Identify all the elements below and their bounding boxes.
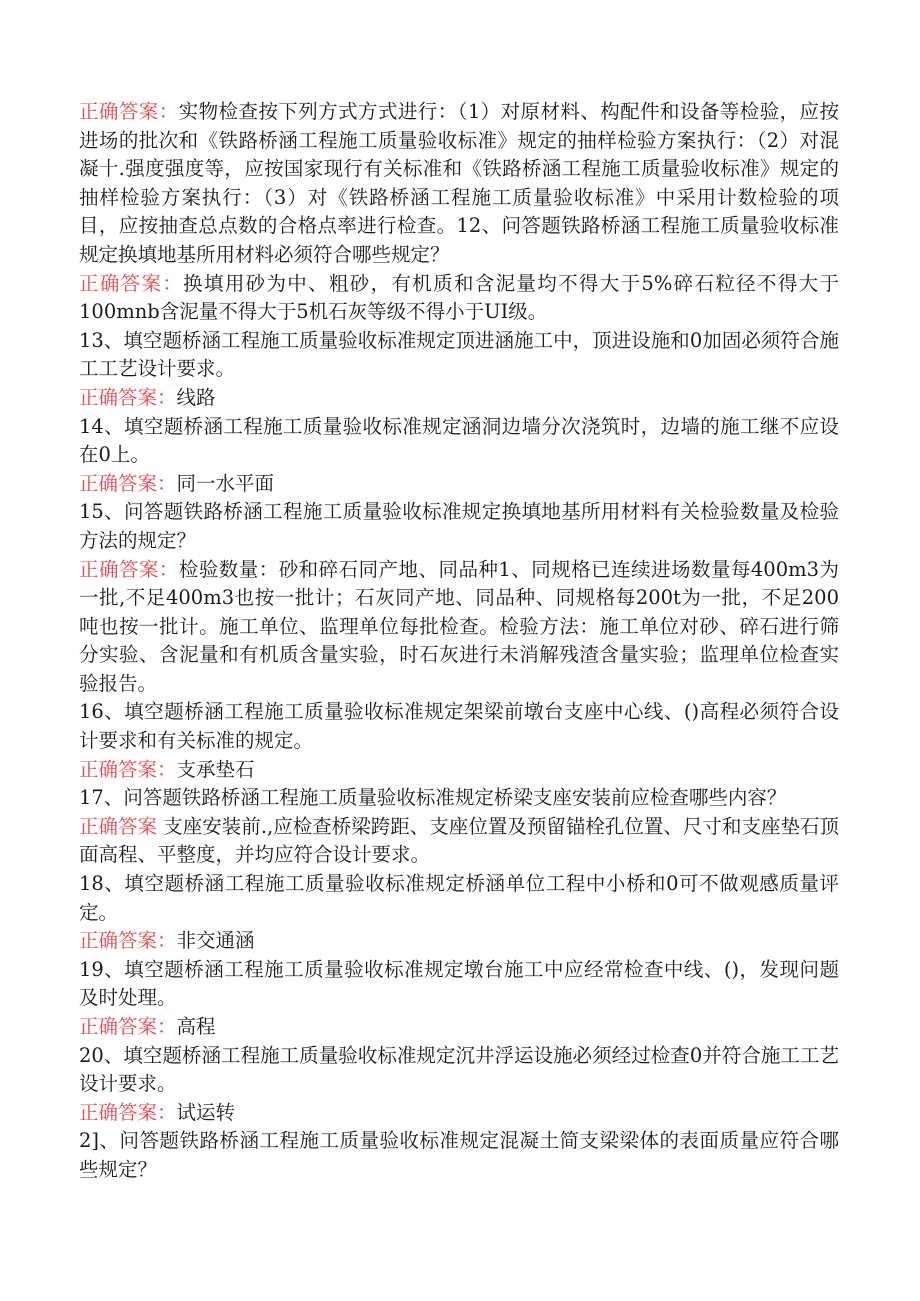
- answer-text: 检验数量：砂和碎石同产地、同品种1、同规格已连续进场数量每400m3为一批,不足400m3也按一批计；石灰同产地、同品种、同规格每200t为一批，不足200吨也按一批计。施工单位、监理单位每批检查。检验方法：施工单位对砂、碎石进行筛分实验、含泥量和有机质含量实验，时石灰进行未消解残渣含量实验；监理单位检查实验报告。: [79, 557, 839, 695]
- answer-text: 高程: [176, 1015, 216, 1038]
- answer-paragraph: [79, 927, 839, 956]
- answer-label: 正确答案：: [79, 271, 184, 295]
- answer-paragraph: [79, 470, 839, 499]
- answer-text: 实物检查按下列方式方式进行：（1）对原材料、构配件和设备等检验，应按进场的批次和《铁路桥涵工程施工质量验收标准》规定的抽样检验方案执行：（2）对混凝十.强度强度等，应按国家现行有关标准和《铁路桥涵工程施工质量验收标准》规定的抽样检验方案执行：（3）对《铁路桥涵工程施工质量验收标准》中采用计数检验的项目，应按抽查总点数的合格点率进行检查。12、问答题铁路桥涵工程施工质量验收标准规定换填地基所用材料必须符合哪些规定？: [79, 100, 839, 266]
- answer-text: 同一水平面: [176, 471, 275, 495]
- question-paragraph: 20、填空题桥涵工程施工质量验收标准规定沉井浮运设施必须经过检查0并符合施工工艺设计要求。: [79, 1043, 839, 1096]
- answer-paragraph: [79, 813, 839, 870]
- question-paragraph: 14、填空题桥涵工程施工质量验收标准规定涵洞边墙分次浇筑时，边墙的施工继不应设在0上。: [79, 414, 839, 467]
- answer-label: 正确答案：: [79, 100, 179, 123]
- answer-label: 正确答案：: [79, 1100, 177, 1124]
- question-paragraph: 2]、问答题铁路桥涵工程施工质量验收标准规定混凝土简支梁梁体的表面质量应符合哪些规定？: [79, 1129, 839, 1181]
- answer-label: 正确答案: [79, 814, 158, 838]
- question-paragraph: 17、问答题铁路桥涵工程施工质量验收标准规定桥梁支座安装前应检查哪些内容？: [79, 786, 787, 810]
- answer-label: 正确答案：: [79, 1015, 177, 1038]
- answer-text: 支座安装前.,应检查桥梁跨距、支座位置及预留锚栓孔位置、尺寸和支座垫石顶面高程、平整度，并均应符合设计要求。: [79, 814, 839, 867]
- answer-label: 正确答案：: [79, 929, 177, 953]
- answer-paragraph: [79, 270, 839, 327]
- answer-text: 支承垫石: [176, 757, 255, 781]
- question-paragraph: 19、填空题桥涵工程施工质量验收标准规定墩台施工中应经常检查中线、()，发现问题及时处理。: [79, 957, 839, 1010]
- question-paragraph: 16、填空题桥涵工程施工质量验收标准规定架梁前墩台支座中心线、()高程必须符合设计要求和有关标准的规定。: [79, 700, 839, 753]
- question-paragraph: 18、填空题桥涵工程施工质量验收标准规定桥涵单位工程中小桥和0可不做观感质量评定。: [79, 872, 839, 924]
- document-body: [79, 98, 839, 1185]
- answer-text: 换填用砂为中、粗砂，有机质和含泥量均不得大于5%碎石粒径不得大于100mnb含泥量不得大于5机石灰等级不得小于UI级。: [79, 271, 839, 324]
- answer-text: 线路: [176, 385, 216, 409]
- answer-paragraph: [79, 1013, 839, 1042]
- answer-paragraph: [79, 1099, 839, 1128]
- question-paragraph: 13、填空题桥涵工程施工质量验收标准规定顶进涵施工中，顶进设施和0加固必须符合施工工艺设计要求。: [79, 328, 839, 381]
- answer-text: 非交通涵: [176, 929, 255, 953]
- answer-label: 正确答案：: [79, 385, 177, 409]
- answer-paragraph: [79, 556, 839, 699]
- answer-paragraph: [79, 384, 839, 413]
- answer-label: 正确答案：: [79, 557, 179, 581]
- answer-text: 试运转: [176, 1100, 236, 1124]
- question-paragraph: 15、问答题铁路桥涵工程施工质量验收标准规定换填地基所用材料有关检验数量及检验方法的规定？: [79, 500, 839, 552]
- answer-label: 正确答案：: [79, 757, 177, 781]
- answer-paragraph: [79, 756, 839, 785]
- answer-label: 正确答案：: [79, 471, 177, 495]
- answer-paragraph: [79, 98, 839, 270]
